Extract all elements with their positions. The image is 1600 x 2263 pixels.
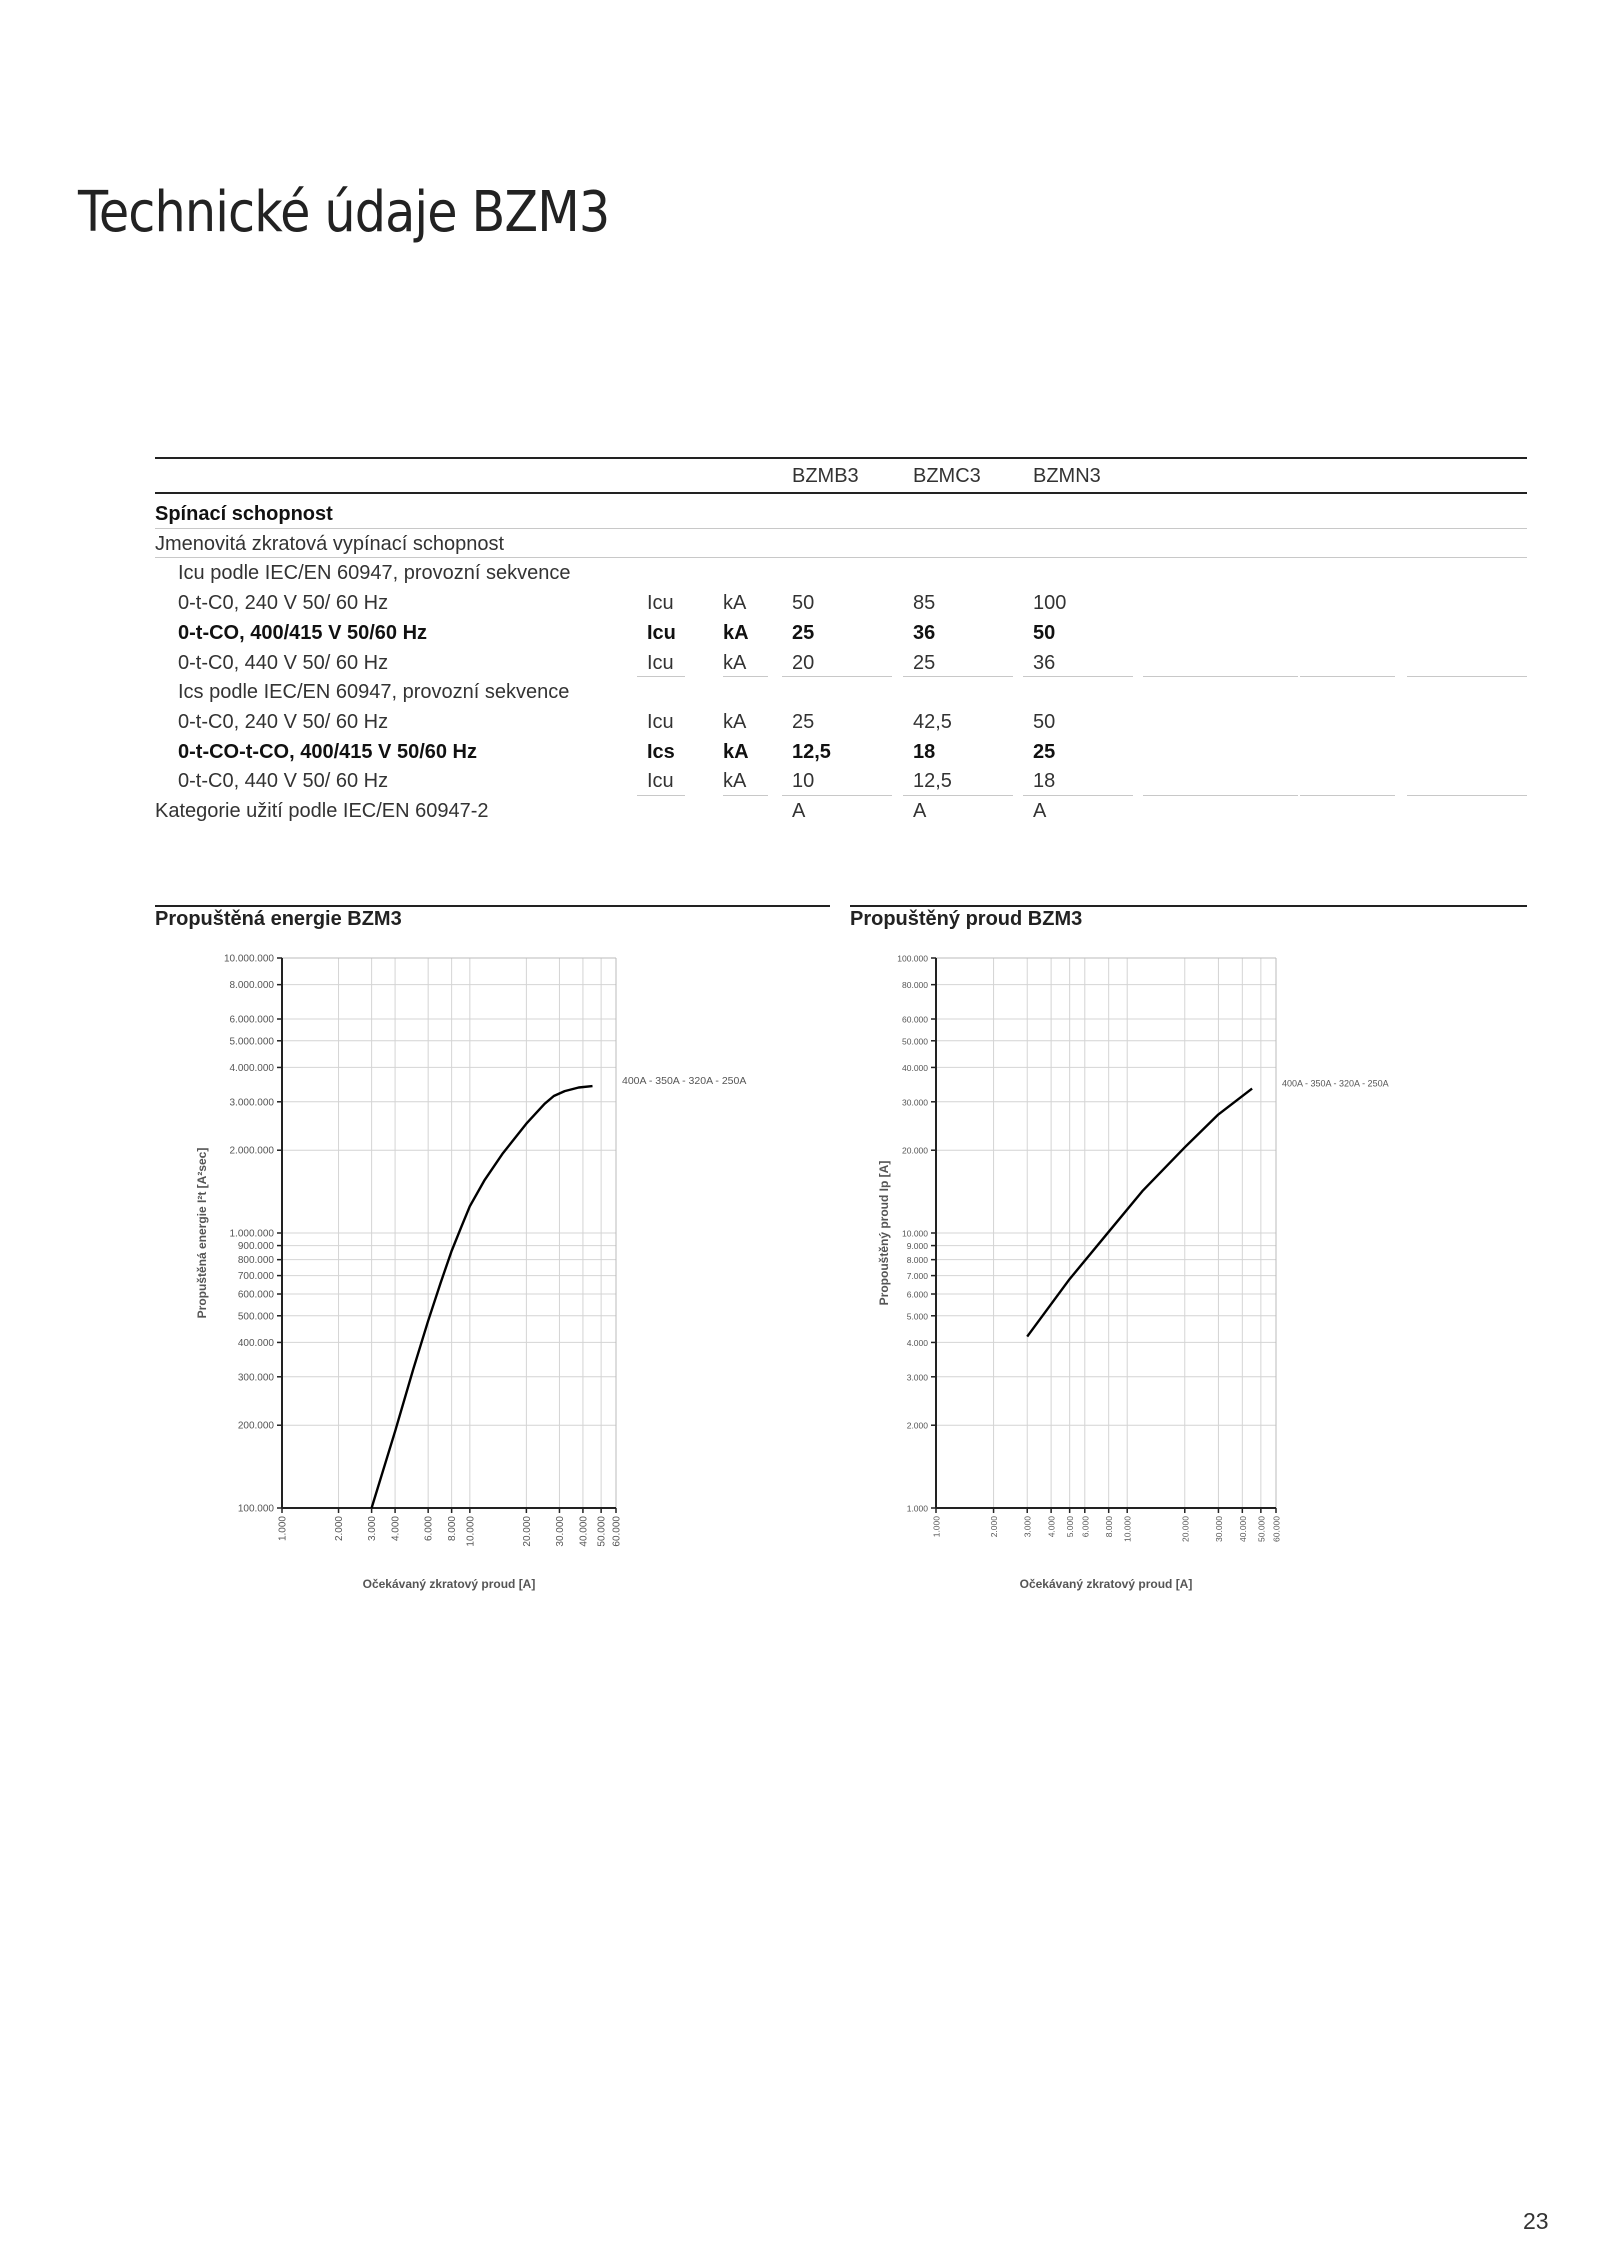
y-tick-label: 2.000 bbox=[906, 1420, 928, 1431]
y-tick-label: 500.000 bbox=[237, 1311, 274, 1323]
y-tick-label: 6.000 bbox=[906, 1289, 928, 1300]
x-tick-label: 10.000 bbox=[465, 1516, 477, 1547]
series-label: 400A - 350A - 320A - 250A bbox=[1282, 1078, 1389, 1089]
y-tick-label: 7.000 bbox=[906, 1271, 928, 1282]
x-tick-label: 4.000 bbox=[390, 1516, 402, 1542]
x-tick-label: 40.000 bbox=[1237, 1516, 1248, 1542]
row-value-bzmc3: 12,5 bbox=[913, 770, 952, 793]
table-row bbox=[155, 766, 1527, 796]
x-axis-title: Očekávaný zkratový proud [A] bbox=[1019, 1577, 1193, 1591]
x-tick-label: 60.000 bbox=[1271, 1516, 1282, 1542]
chart-2-title: Propuštěný proud BZM3 bbox=[850, 908, 1083, 930]
y-tick-label: 4.000.000 bbox=[229, 1062, 274, 1074]
x-tick-label: 8.000 bbox=[447, 1516, 459, 1542]
table-row bbox=[155, 558, 1527, 588]
y-tick-label: 6.000.000 bbox=[229, 1014, 274, 1026]
row-symbol: Icu bbox=[647, 651, 674, 674]
chart-1-energy bbox=[140, 940, 780, 1600]
x-tick-label: 1.000 bbox=[931, 1516, 942, 1538]
y-tick-label: 300.000 bbox=[237, 1372, 274, 1384]
row-value-bzmc3: 42,5 bbox=[913, 710, 952, 733]
row-symbol: Ics bbox=[647, 740, 675, 763]
row-value-bzmn3: 18 bbox=[1033, 770, 1056, 793]
x-tick-label: 6.000 bbox=[1080, 1516, 1091, 1538]
row-label: Spínací schopnost bbox=[155, 503, 333, 525]
row-value-bzmb3: 10 bbox=[792, 770, 815, 793]
y-tick-label: 700.000 bbox=[237, 1271, 274, 1283]
table-row bbox=[155, 677, 1527, 707]
y-axis-title: Propuštěná energie I²t [A²sec] bbox=[195, 1147, 209, 1319]
y-tick-label: 3.000 bbox=[906, 1372, 928, 1383]
y-tick-label: 800.000 bbox=[237, 1255, 274, 1267]
x-tick-label: 2.000 bbox=[989, 1516, 1000, 1538]
row-label: 0-t-C0, 240 V 50/ 60 Hz bbox=[178, 592, 389, 615]
row-symbol: Icu bbox=[647, 621, 676, 644]
y-tick-label: 8.000.000 bbox=[229, 980, 274, 992]
row-symbol: Icu bbox=[647, 592, 674, 615]
y-tick-label: 1.000 bbox=[906, 1503, 928, 1514]
y-tick-label: 4.000 bbox=[906, 1337, 928, 1348]
table-row bbox=[155, 796, 1527, 826]
x-tick-label: 5.000 bbox=[1065, 1516, 1076, 1538]
x-tick-label: 3.000 bbox=[367, 1516, 379, 1542]
y-tick-label: 2.000.000 bbox=[229, 1145, 274, 1157]
row-label: 0-t-C0, 440 V 50/ 60 Hz bbox=[178, 651, 389, 674]
row-value-bzmn3: 50 bbox=[1033, 621, 1056, 644]
x-tick-label: 6.000 bbox=[423, 1516, 435, 1542]
row-value-bzmb3: 50 bbox=[792, 592, 815, 615]
x-tick-label: 3.000 bbox=[1022, 1516, 1033, 1538]
row-value-bzmn3: 50 bbox=[1033, 710, 1056, 733]
x-tick-label: 20.000 bbox=[521, 1516, 533, 1547]
table-row bbox=[155, 648, 1527, 678]
table-row bbox=[155, 588, 1527, 618]
row-unit: kA bbox=[723, 651, 747, 674]
x-tick-label: 60.000 bbox=[611, 1516, 623, 1547]
y-tick-label: 5.000.000 bbox=[229, 1036, 274, 1048]
row-label: Ics podle IEC/EN 60947, provozní sekvence bbox=[178, 681, 570, 704]
row-value-bzmc3: 36 bbox=[913, 621, 936, 644]
row-label: 0-t-C0, 240 V 50/ 60 Hz bbox=[178, 710, 389, 733]
x-tick-label: 20.000 bbox=[1180, 1516, 1191, 1542]
x-axis-title: Očekávaný zkratový proud [A] bbox=[362, 1577, 536, 1591]
row-label: 0-t-CO-t-CO, 400/415 V 50/60 Hz bbox=[178, 740, 477, 763]
chart-2-rule bbox=[850, 905, 1527, 907]
x-tick-label: 40.000 bbox=[578, 1516, 590, 1547]
series-label: 400A - 350A - 320A - 250A bbox=[622, 1075, 747, 1088]
row-value-bzmb3: 25 bbox=[792, 621, 815, 644]
y-tick-label: 60.000 bbox=[902, 1014, 928, 1025]
row-label: 0-t-C0, 440 V 50/ 60 Hz bbox=[178, 770, 389, 793]
x-tick-label: 10.000 bbox=[1122, 1516, 1133, 1542]
row-unit: kA bbox=[723, 710, 747, 733]
x-tick-label: 8.000 bbox=[1104, 1516, 1115, 1538]
row-unit: kA bbox=[723, 770, 747, 793]
y-tick-label: 400.000 bbox=[237, 1337, 274, 1349]
y-tick-label: 50.000 bbox=[902, 1036, 928, 1047]
chart-1-rule bbox=[155, 905, 830, 907]
y-axis-title: Propouštěný proud Ip [A] bbox=[877, 1160, 891, 1306]
y-tick-label: 10.000.000 bbox=[223, 953, 274, 965]
y-tick-label: 10.000 bbox=[902, 1228, 928, 1239]
row-unit: kA bbox=[723, 740, 749, 763]
x-tick-label: 50.000 bbox=[596, 1516, 608, 1547]
table-row bbox=[155, 618, 1527, 648]
row-unit: kA bbox=[723, 621, 749, 644]
row-label: Jmenovitá zkratová vypínací schopnost bbox=[155, 532, 505, 555]
row-unit: kA bbox=[723, 592, 747, 615]
row-symbol: Icu bbox=[647, 770, 674, 793]
row-value-bzmn3: 25 bbox=[1033, 740, 1056, 763]
table-row bbox=[155, 499, 1527, 529]
y-tick-label: 100.000 bbox=[897, 953, 928, 964]
row-label: 0-t-CO, 400/415 V 50/60 Hz bbox=[178, 621, 428, 644]
table-top-rule bbox=[155, 457, 1527, 459]
y-tick-label: 80.000 bbox=[902, 980, 928, 991]
row-label: Icu podle IEC/EN 60947, provozní sekvence bbox=[178, 562, 571, 585]
row-value-bzmb3: 25 bbox=[792, 710, 815, 733]
row-value-bzmb3: A bbox=[792, 800, 806, 822]
x-tick-label: 2.000 bbox=[334, 1516, 346, 1542]
page-number: 23 bbox=[1523, 2208, 1549, 2234]
page-title: Technické údaje BZM3 bbox=[78, 180, 610, 245]
y-tick-label: 100.000 bbox=[237, 1503, 274, 1515]
chart-1-title: Propuštěná energie BZM3 bbox=[155, 908, 402, 930]
x-tick-label: 30.000 bbox=[554, 1516, 566, 1547]
row-value-bzmb3: 20 bbox=[792, 651, 815, 674]
row-value-bzmc3: 25 bbox=[913, 651, 936, 674]
y-tick-label: 600.000 bbox=[237, 1289, 274, 1301]
table-header-rule bbox=[155, 492, 1527, 494]
chart-2-current bbox=[840, 940, 1520, 1600]
x-tick-label: 30.000 bbox=[1213, 1516, 1224, 1542]
row-symbol: Icu bbox=[647, 710, 674, 733]
row-label: Kategorie užití podle IEC/EN 60947-2 bbox=[155, 800, 489, 822]
row-value-bzmn3: A bbox=[1033, 800, 1047, 822]
row-value-bzmn3: 100 bbox=[1033, 592, 1067, 615]
row-value-bzmb3: 12,5 bbox=[792, 740, 831, 763]
x-tick-label: 50.000 bbox=[1256, 1516, 1267, 1542]
y-tick-label: 5.000 bbox=[906, 1311, 928, 1322]
y-tick-label: 200.000 bbox=[237, 1420, 274, 1432]
y-tick-label: 1.000.000 bbox=[229, 1228, 274, 1240]
column-header-bzmc3: BZMC3 bbox=[913, 465, 981, 487]
row-value-bzmc3: 85 bbox=[913, 592, 936, 615]
y-tick-label: 900.000 bbox=[237, 1241, 274, 1253]
table-row bbox=[155, 707, 1527, 737]
y-tick-label: 9.000 bbox=[906, 1241, 928, 1252]
y-tick-label: 8.000 bbox=[906, 1255, 928, 1266]
table-row bbox=[155, 737, 1527, 767]
row-value-bzmn3: 36 bbox=[1033, 651, 1056, 674]
x-tick-label: 4.000 bbox=[1046, 1516, 1057, 1538]
y-tick-label: 20.000 bbox=[902, 1145, 928, 1156]
y-tick-label: 40.000 bbox=[902, 1062, 928, 1073]
column-header-bzmb3: BZMB3 bbox=[792, 465, 859, 487]
y-tick-label: 30.000 bbox=[902, 1097, 928, 1108]
x-tick-label: 1.000 bbox=[277, 1516, 289, 1542]
table-row bbox=[155, 529, 1527, 559]
row-value-bzmc3: A bbox=[913, 800, 927, 822]
y-tick-label: 3.000.000 bbox=[229, 1097, 274, 1109]
column-header-bzmn3: BZMN3 bbox=[1033, 465, 1101, 487]
row-value-bzmc3: 18 bbox=[913, 740, 936, 763]
